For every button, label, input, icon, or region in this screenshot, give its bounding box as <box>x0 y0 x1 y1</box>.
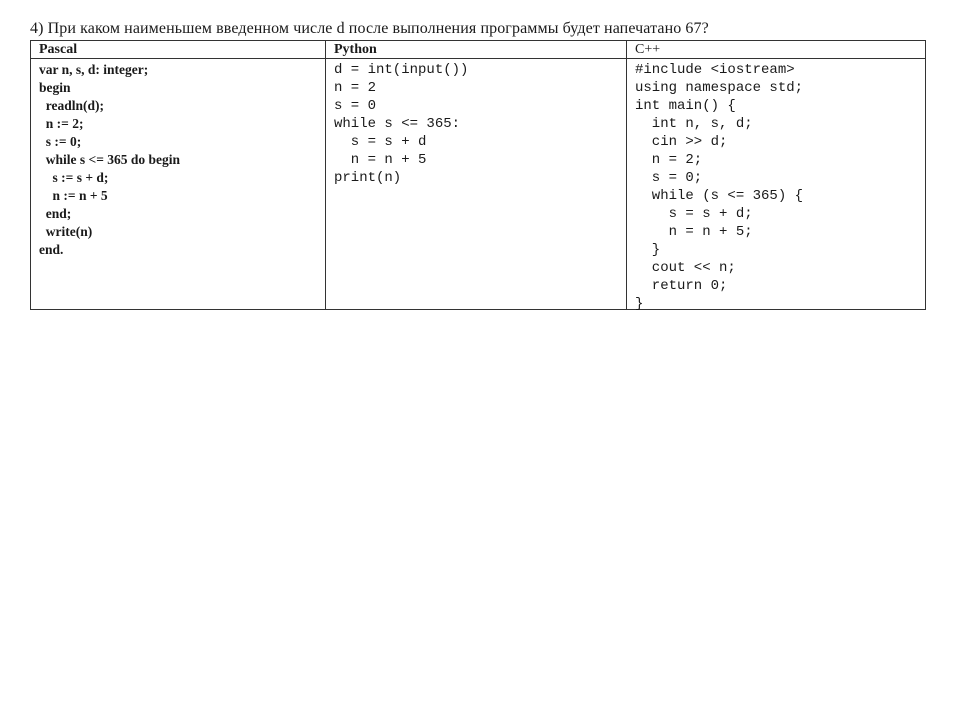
pascal-code-line: readln(d); <box>39 98 105 113</box>
header-pascal: Pascal <box>31 41 326 59</box>
pascal-code-line: s := s + d; <box>39 170 109 185</box>
pascal-code-line: while s <= 365 do begin <box>39 152 181 167</box>
pascal-code <box>31 59 325 309</box>
cpp-code-line: #include <iostream> <box>635 62 795 78</box>
cpp-code-line: } <box>635 296 644 312</box>
python-code <box>326 59 626 309</box>
pascal-code-line: s := 0; <box>39 134 82 149</box>
code-row <box>31 59 926 310</box>
cpp-code-line: n = 2; <box>635 152 703 168</box>
pascal-cell <box>31 59 326 310</box>
python-code-line: while s <= 365: <box>334 116 461 132</box>
cpp-code-line: cout << n; <box>635 260 736 276</box>
cpp-code-line: s = s + d; <box>635 206 753 222</box>
python-code-line: print(n) <box>334 170 402 186</box>
python-code-line: n = n + 5 <box>334 152 427 168</box>
table-header-row <box>31 41 926 59</box>
header-python: Python <box>326 41 627 59</box>
cpp-code-line: int main() { <box>635 98 736 114</box>
pascal-code-line: var n, s, d: integer; <box>39 62 149 77</box>
python-cell <box>326 59 627 310</box>
pascal-code-line: n := 2; <box>39 116 84 131</box>
question-text: 4) При каком наименьшем введенном числе d после выполнения программы будет напечатано 67? <box>30 20 709 37</box>
cpp-code-line: using namespace std; <box>635 80 804 96</box>
pascal-code-line: write(n) <box>39 224 93 239</box>
pascal-code-line: end. <box>39 242 64 257</box>
python-code-line: s = s + d <box>334 134 427 150</box>
header-cpp: C++ <box>627 41 926 59</box>
pascal-code-line: end; <box>39 206 72 221</box>
cpp-code-line: } <box>635 242 661 258</box>
cpp-code-line: int n, s, d; <box>635 116 753 132</box>
python-code-line: s = 0 <box>334 98 377 114</box>
pascal-code-line: begin <box>39 80 71 95</box>
cpp-cell <box>627 59 926 310</box>
python-code-line: n = 2 <box>334 80 377 96</box>
pascal-code-line: n := n + 5 <box>39 188 108 203</box>
cpp-code <box>627 59 925 312</box>
cpp-code-line: n = n + 5; <box>635 224 753 240</box>
cpp-code-line: cin >> d; <box>635 134 728 150</box>
python-code-line: d = int(input()) <box>334 62 469 78</box>
code-table <box>30 40 926 310</box>
cpp-code-line: return 0; <box>635 278 728 294</box>
cpp-code-line: while (s <= 365) { <box>635 188 804 204</box>
cpp-code-line: s = 0; <box>635 170 703 186</box>
